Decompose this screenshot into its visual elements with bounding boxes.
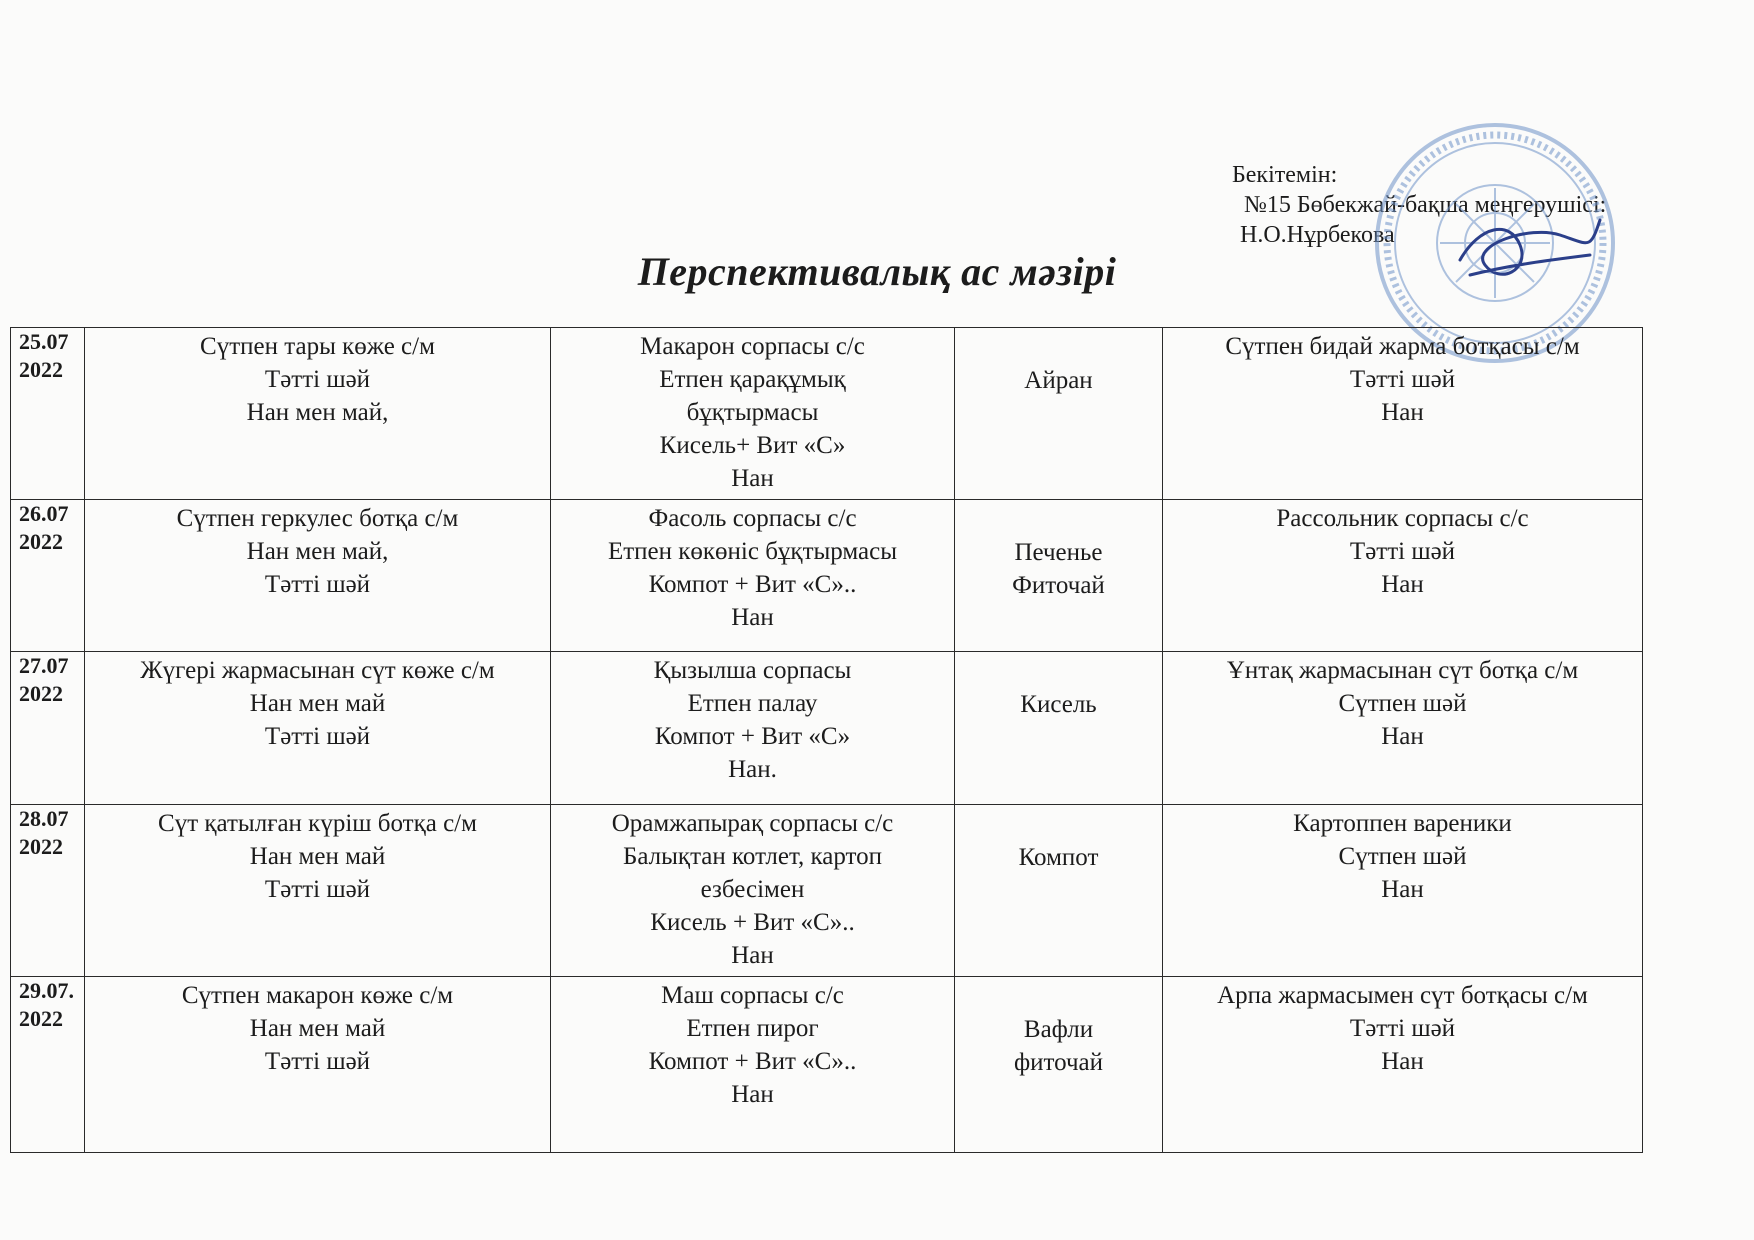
date-cell <box>11 500 85 652</box>
lunch-line: Маш сорпасы с/с <box>661 982 844 1009</box>
dinner-cell <box>1163 328 1643 500</box>
breakfast-line: Тәтті шәй <box>264 366 371 393</box>
table-row <box>11 328 1643 500</box>
date-line: 2022 <box>19 529 63 554</box>
lunch-line: бұқтырмасы <box>686 399 819 426</box>
dinner-line: Сүтпен бидай жарма ботқасы с/м <box>1225 333 1580 360</box>
table-row <box>11 652 1643 805</box>
breakfast-line: Сүтпен макарон көже с/м <box>181 982 454 1009</box>
date-line: 25.07 <box>19 329 69 354</box>
lunch-line: Етпен көкөніс бұқтырмасы <box>607 538 898 565</box>
lunch-line: Компот + Вит «С».. <box>648 1048 857 1075</box>
breakfast-cell <box>85 977 551 1153</box>
table-row <box>11 805 1643 977</box>
lunch-line: езбесімен <box>700 876 805 903</box>
dinner-line: Ұнтақ жармасынан сүт ботқа с/м <box>1226 657 1579 684</box>
breakfast-cell <box>85 805 551 977</box>
breakfast-line: Сүт қатылған күріш ботқа с/м <box>158 810 477 837</box>
snack-line: Кисель <box>1020 691 1097 718</box>
dinner-cell <box>1163 500 1643 652</box>
snack-line: Печенье <box>1014 539 1103 566</box>
lunch-line: Етпен қарақұмық <box>659 366 846 393</box>
approval-label: Бекітемін: <box>1232 162 1338 188</box>
lunch-cell <box>551 652 955 805</box>
lunch-cell <box>551 500 955 652</box>
snack-cell <box>955 977 1163 1153</box>
approval-name: Н.О.Нұрбекова <box>1240 222 1395 248</box>
snack-cell <box>955 328 1163 500</box>
lunch-line: Нан <box>731 465 774 492</box>
breakfast-line: Сүтпен тары көже с/м <box>200 333 435 360</box>
dinner-line: Нан <box>1381 571 1424 598</box>
breakfast-cell <box>85 652 551 805</box>
breakfast-line: Нан мен май <box>249 1015 386 1042</box>
date-line: 2022 <box>19 681 63 706</box>
date-line: 27.07 <box>19 653 69 678</box>
breakfast-line: Нан мен май, <box>246 399 389 426</box>
breakfast-line: Тәтті шәй <box>264 571 371 598</box>
snack-line: Айран <box>1024 367 1093 394</box>
dinner-line: Нан <box>1381 1048 1424 1075</box>
snack-cell <box>955 652 1163 805</box>
dinner-line: Тәтті шәй <box>1349 1015 1456 1042</box>
lunch-cell <box>551 328 955 500</box>
date-line: 2022 <box>19 1006 63 1031</box>
date-line: 2022 <box>19 357 63 382</box>
snack-line: фиточай <box>1013 1049 1104 1076</box>
date-cell <box>11 805 85 977</box>
lunch-line: Балықтан котлет, картоп <box>622 843 883 870</box>
dinner-line: Тәтті шәй <box>1349 538 1456 565</box>
lunch-line: Етпен пирог <box>686 1015 819 1042</box>
lunch-line: Макарон сорпасы с/с <box>640 333 865 360</box>
dinner-line: Тәтті шәй <box>1349 366 1456 393</box>
dinner-line: Сүтпен шәй <box>1338 843 1467 870</box>
lunch-line: Фасоль сорпасы с/с <box>648 505 857 532</box>
dinner-cell <box>1163 977 1643 1153</box>
snack-cell <box>955 805 1163 977</box>
breakfast-line: Жүгері жармасынан сүт көже с/м <box>140 657 495 684</box>
lunch-line: Етпен палау <box>687 690 818 717</box>
breakfast-line: Тәтті шәй <box>264 1048 371 1075</box>
lunch-cell <box>551 805 955 977</box>
lunch-line: Қызылша сорпасы <box>653 657 852 684</box>
dinner-line: Нан <box>1381 876 1424 903</box>
snack-cell <box>955 500 1163 652</box>
approval-position: №15 Бөбекжай-бақша меңгерушісі: <box>1244 192 1607 218</box>
dinner-cell <box>1163 652 1643 805</box>
lunch-line: Нан <box>731 1081 774 1108</box>
lunch-line: Нан <box>731 604 774 631</box>
date-line: 2022 <box>19 834 63 859</box>
date-cell <box>11 328 85 500</box>
dinner-line: Арпа жармасымен сүт ботқасы с/м <box>1217 982 1588 1009</box>
lunch-line: Орамжапырақ сорпасы с/с <box>611 810 894 837</box>
breakfast-line: Нан мен май <box>249 690 386 717</box>
dinner-cell <box>1163 805 1643 977</box>
breakfast-cell <box>85 328 551 500</box>
dinner-line: Сүтпен шәй <box>1338 690 1467 717</box>
table-row <box>11 977 1643 1153</box>
breakfast-line: Нан мен май, <box>246 538 389 565</box>
snack-line: Фиточай <box>1012 572 1105 599</box>
lunch-line: Нан. <box>728 756 777 783</box>
breakfast-line: Нан мен май <box>249 843 386 870</box>
dinner-line: Нан <box>1381 399 1424 426</box>
table-row <box>11 500 1643 652</box>
dinner-line: Картоппен вареники <box>1293 810 1512 837</box>
date-line: 29.07. <box>19 978 74 1003</box>
breakfast-cell <box>85 500 551 652</box>
lunch-cell <box>551 977 955 1153</box>
breakfast-line: Тәтті шәй <box>264 723 371 750</box>
date-cell <box>11 652 85 805</box>
lunch-line: Кисель + Вит «С».. <box>650 909 855 936</box>
lunch-line: Нан <box>731 942 774 969</box>
snack-line: Вафли <box>1023 1016 1094 1043</box>
breakfast-line: Тәтті шәй <box>264 876 371 903</box>
dinner-line: Рассольник сорпасы с/с <box>1276 505 1529 532</box>
date-line: 28.07 <box>19 806 69 831</box>
lunch-line: Компот + Вит «С».. <box>648 571 857 598</box>
date-cell <box>11 977 85 1153</box>
breakfast-line: Сүтпен геркулес ботқа с/м <box>176 505 459 532</box>
date-line: 26.07 <box>19 501 69 526</box>
dinner-line: Нан <box>1381 723 1424 750</box>
lunch-line: Кисель+ Вит «С» <box>659 432 846 459</box>
lunch-line: Компот + Вит «С» <box>654 723 851 750</box>
snack-line: Компот <box>1018 844 1099 871</box>
page-title: Перспективалық ас мәзірі <box>637 249 1117 294</box>
menu-table <box>10 327 1643 1153</box>
